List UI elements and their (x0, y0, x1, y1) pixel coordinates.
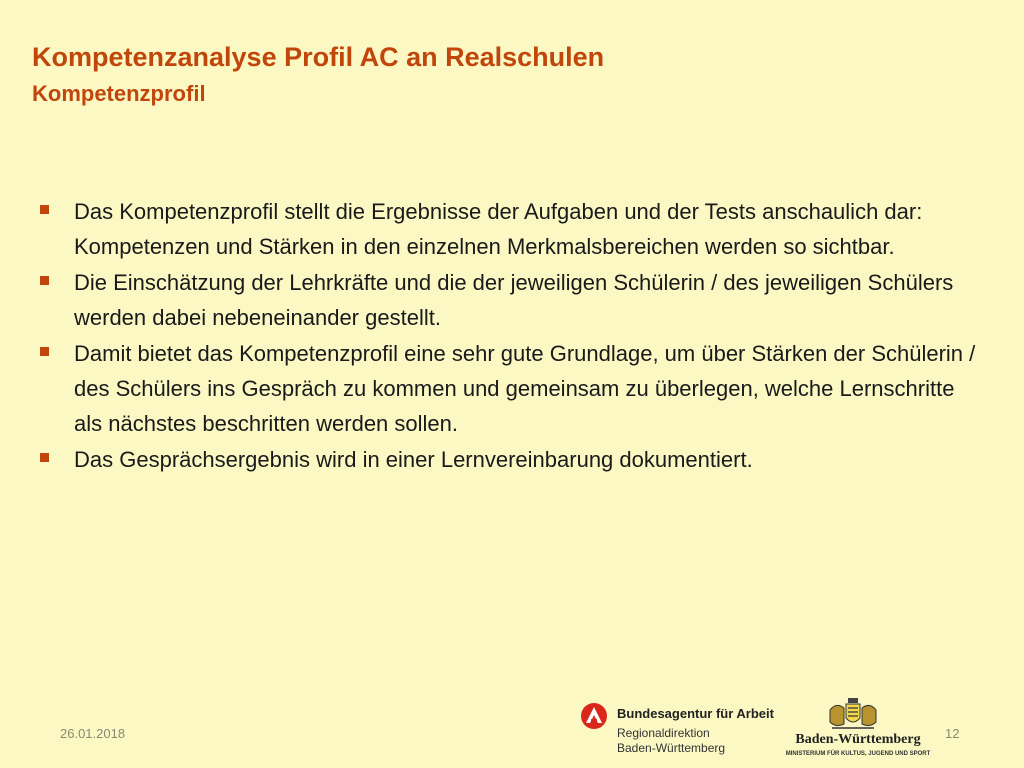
bullet-list (38, 194, 978, 478)
square-bullet-icon (40, 453, 49, 462)
page-number: 12 (945, 726, 960, 741)
square-bullet-icon (40, 205, 49, 214)
ba-name: Bundesagentur für Arbeit (617, 706, 774, 721)
slide-title: Kompetenzanalyse Profil AC an Realschulen (32, 42, 605, 72)
ba-region-line2: Baden-Württemberg (617, 741, 726, 755)
bullet-text: Damit bietet das Kompetenzprofil eine sehr gute Grundlage, um über Stärken der Schülerin / des Schülers ins Gespräch zu kommen und gemeinsam zu überlegen, welche Lernschritte als nächstes beschritten werden sollen. (74, 341, 976, 436)
baden-wuerttemberg-crest-icon (826, 698, 880, 732)
bullet-item (38, 336, 978, 441)
footer-date: 26.01.2018 (60, 726, 126, 741)
baden-wuerttemberg-logo (778, 696, 938, 764)
bullet-item (38, 265, 978, 335)
bundesagentur-logo (580, 700, 780, 760)
bullet-text: Die Einschätzung der Lehrkräfte und die der jeweiligen Schülerin / des jeweiligen Schülers werden dabei nebeneinander gestellt. (74, 270, 954, 330)
bullet-item (38, 442, 978, 477)
bullet-text: Das Kompetenzprofil stellt die Ergebnisse der Aufgaben und der Tests anschaulich dar: Kompetenzen und Stärken in den einzelnen Merkmalsbereichen werden so sichtbar. (74, 199, 923, 259)
ba-region-line1: Regionaldirektion (617, 726, 710, 740)
square-bullet-icon (40, 347, 49, 356)
bullet-item (38, 194, 978, 264)
square-bullet-icon (40, 276, 49, 285)
ba-region (617, 726, 725, 756)
bw-name: Baden-Württemberg (795, 732, 921, 747)
bundesagentur-logo-icon (580, 702, 608, 730)
bw-ministry: MINISTERIUM FÜR KULTUS, JUGEND UND SPORT (785, 751, 931, 757)
slide-subtitle: Kompetenzprofil (32, 81, 206, 106)
bullet-text: Das Gesprächsergebnis wird in einer Lernvereinbarung dokumentiert. (74, 447, 753, 472)
